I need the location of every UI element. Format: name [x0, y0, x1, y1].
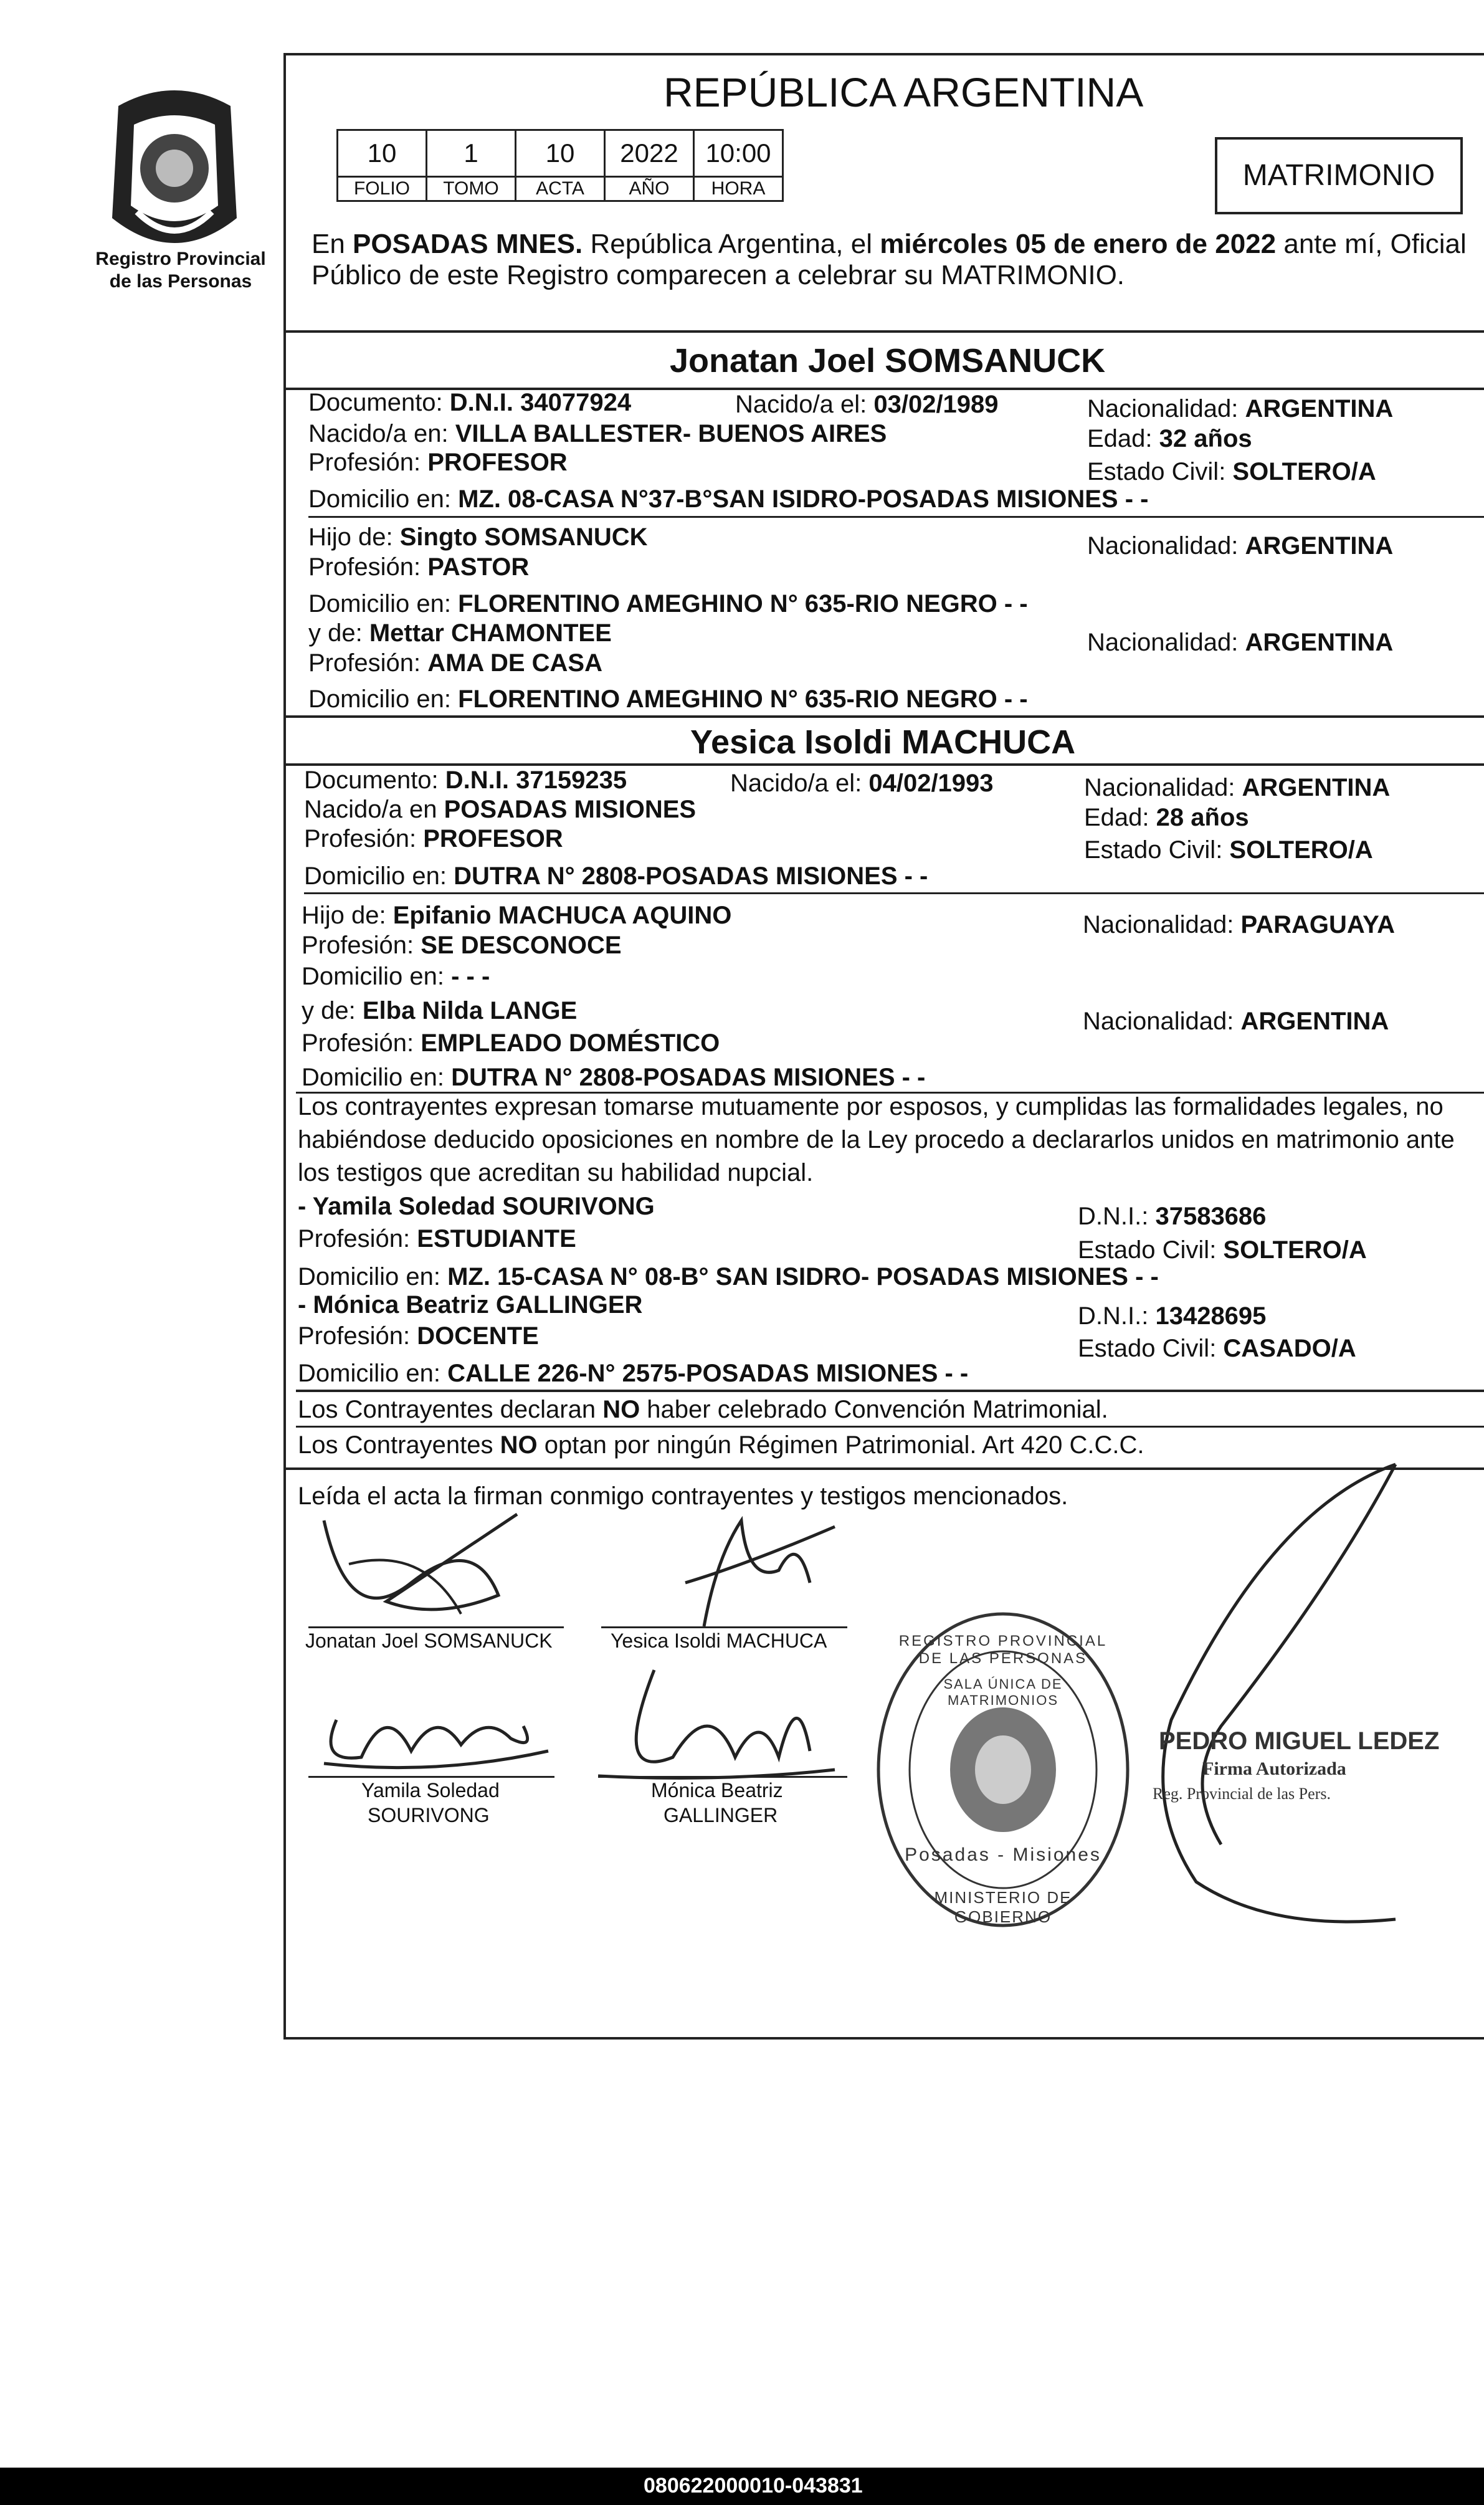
spouse2-nacido-en: Nacido/a en POSADAS MISIONES [304, 796, 697, 823]
folio-value: 10 [338, 130, 427, 177]
signature-line [308, 1776, 554, 1778]
witness1-name: - Yamila Soledad SOURIVONG [298, 1193, 655, 1220]
stamp-inner-text: SALA ÚNICA DE MATRIMONIOS [943, 1676, 1063, 1708]
witness1-profesion: Profesión: ESTUDIANTE [298, 1225, 576, 1252]
act-type-badge: MATRIMONIO [1215, 137, 1463, 214]
spouse2-padre: Hijo de: Epifanio MACHUCA AQUINO [302, 902, 732, 929]
convention-line2: Los Contrayentes NO optan por ningún Régimen Patrimonial. Art 420 C.C.C. [298, 1431, 1144, 1459]
signature-monica-icon [598, 1658, 847, 1788]
spouse2-madre-profesion: Profesión: EMPLEADO DOMÉSTICO [302, 1029, 720, 1057]
divider [304, 892, 1484, 894]
spouse2-padre-profesion: Profesión: SE DESCONOCE [302, 932, 622, 959]
hora-value: 10:00 [694, 130, 783, 177]
witness1-domicilio: Domicilio en: MZ. 15-CASA N° 08-B° SAN ISIDRO- POSADAS MISIONES - - [298, 1263, 1159, 1291]
signature-label-monica-2: GALLINGER [664, 1804, 778, 1826]
intro-line1: En POSADAS MNES. República Argentina, el miércoles 05 de enero de 2022 ante mí, Oficial [312, 229, 1467, 259]
anio-value: 2022 [605, 130, 694, 177]
spouse1-profesion: Profesión: PROFESOR [308, 449, 568, 476]
divider [283, 715, 1484, 718]
divider [283, 330, 1484, 333]
witness1-estado-civil: Estado Civil: SOLTERO/A [1078, 1236, 1367, 1264]
spouse1-padre-nacionalidad: Nacionalidad: ARGENTINA [1087, 532, 1394, 560]
spouse2-padre-nacionalidad: Nacionalidad: PARAGUAYA [1083, 911, 1395, 938]
signature-line [601, 1626, 847, 1628]
official-title: Firma Autorizada [1202, 1758, 1346, 1779]
registry-name-line1: Registro Provincial [95, 249, 266, 269]
hora-label: HORA [694, 177, 783, 201]
witness2-domicilio: Domicilio en: CALLE 226-N° 2575-POSADAS MISIONES - - [298, 1360, 969, 1387]
spouse1-estado-civil: Estado Civil: SOLTERO/A [1087, 458, 1376, 485]
spouse2-madre-domicilio: Domicilio en: DUTRA N° 2808-POSADAS MISIONES - - [302, 1064, 926, 1091]
anio-label: AÑO [605, 177, 694, 201]
acta-value: 10 [516, 130, 605, 177]
signature-label-monica-1: Mónica Beatriz [651, 1779, 783, 1801]
spouse2-edad: Edad: 28 años [1084, 804, 1249, 831]
spouse2-padre-domicilio: Domicilio en: - - - [302, 963, 490, 990]
page-title: REPÚBLICA ARGENTINA [664, 69, 1144, 115]
witness2-estado-civil: Estado Civil: CASADO/A [1078, 1335, 1356, 1362]
declaration-line2: habiéndose deducido oposiciones en nombre de la Ley procedo a declararlos unidos en matrimonio ante [298, 1126, 1455, 1153]
spouse1-documento: Documento: D.N.I. 34077924 [308, 389, 632, 416]
witness2-dni: D.N.I.: 13428695 [1078, 1302, 1267, 1330]
spouse2-name: Yesica Isoldi MACHUCA [690, 723, 1076, 761]
official-name: PEDRO MIGUEL LEDEZ [1159, 1727, 1440, 1755]
spouse1-padre-domicilio: Domicilio en: FLORENTINO AMEGHINO N° 635-RIO NEGRO - - [308, 590, 1028, 618]
signature-label-jonatan: Jonatan Joel SOMSANUCK [305, 1629, 553, 1652]
signature-line [598, 1776, 847, 1778]
signature-yamila-icon [312, 1689, 561, 1782]
witness2-name: - Mónica Beatriz GALLINGER [298, 1291, 643, 1319]
declaration-line3: los testigos que acreditan su habilidad nupcial. [298, 1159, 814, 1186]
stamp-city-text: Posadas - Misiones [905, 1844, 1101, 1865]
intro-line2: Público de este Registro comparecen a celebrar su MATRIMONIO. [312, 260, 1125, 290]
spouse1-madre-domicilio: Domicilio en: FLORENTINO AMEGHINO N° 635-RIO NEGRO - - [308, 685, 1028, 713]
stamp-outer-text: REGISTRO PROVINCIAL DE LAS PERSONAS [898, 1633, 1108, 1667]
spouse2-documento: Documento: D.N.I. 37159235 [304, 766, 627, 794]
witness2-profesion: Profesión: DOCENTE [298, 1322, 539, 1350]
spouse2-domicilio: Domicilio en: DUTRA N° 2808-POSADAS MISIONES - - [304, 862, 928, 890]
signature-yesica-icon [623, 1508, 847, 1633]
spouse1-padre: Hijo de: Singto SOMSANUCK [308, 523, 648, 551]
spouse2-nacido-el: Nacido/a el: 04/02/1993 [730, 770, 994, 797]
signature-label-yamila-2: SOURIVONG [368, 1804, 490, 1826]
spouse1-madre: y de: Mettar CHAMONTEE [308, 619, 612, 647]
declaration-line1: Los contrayentes expresan tomarse mutuamente por esposos, y cumplidas las formalidades legales, no [298, 1093, 1444, 1120]
folio-label: FOLIO [338, 177, 427, 201]
document-code: 080622000010-043831 [644, 2474, 863, 2498]
spouse1-name: Jonatan Joel SOMSANUCK [670, 342, 1106, 379]
stamp-bottom-text: MINISTERIO DE GOBIERNO [934, 1888, 1072, 1926]
witness1-dni: D.N.I.: 37583686 [1078, 1203, 1267, 1230]
spouse2-madre: y de: Elba Nilda LANGE [302, 997, 578, 1024]
divider [296, 1390, 1484, 1392]
spouse2-estado-civil: Estado Civil: SOLTERO/A [1084, 836, 1373, 864]
spouse1-edad: Edad: 32 años [1087, 425, 1252, 452]
spouse2-profesion: Profesión: PROFESOR [304, 825, 563, 852]
tomo-label: TOMO [427, 177, 516, 201]
registry-name-line2: de las Personas [109, 271, 252, 292]
spouse2-madre-nacionalidad: Nacionalidad: ARGENTINA [1083, 1008, 1389, 1035]
tomo-value: 1 [427, 130, 516, 177]
signature-label-yesica: Yesica Isoldi MACHUCA [611, 1629, 827, 1652]
spouse2-nacionalidad: Nacionalidad: ARGENTINA [1084, 774, 1391, 801]
signature-line [308, 1626, 564, 1628]
spouse1-madre-profesion: Profesión: AMA DE CASA [308, 649, 602, 677]
official-signature-icon [1146, 1458, 1408, 1944]
spouse1-nacido-en: Nacido/a en: VILLA BALLESTER- BUENOS AIRES [308, 420, 887, 447]
signature-jonatan-icon [312, 1508, 573, 1633]
spouse1-padre-profesion: Profesión: PASTOR [308, 553, 530, 581]
convention-line1: Los Contrayentes declaran NO haber celebrado Convención Matrimonial. [298, 1396, 1108, 1423]
spouse1-nacionalidad: Nacionalidad: ARGENTINA [1087, 395, 1394, 422]
spouse1-nacido-el: Nacido/a el: 03/02/1989 [735, 391, 999, 418]
divider [296, 1426, 1484, 1428]
signature-label-yamila-1: Yamila Soledad [361, 1779, 500, 1801]
record-meta-table [336, 129, 784, 202]
provincial-seal-icon [100, 81, 249, 268]
footer-bar [0, 2468, 1484, 2505]
divider [308, 516, 1484, 518]
spouse1-madre-nacionalidad: Nacionalidad: ARGENTINA [1087, 629, 1394, 656]
signatures-intro: Leída el acta la firman conmigo contrayentes y testigos mencionados. [298, 1482, 1068, 1510]
official-office: Reg. Provincial de las Pers. [1153, 1785, 1331, 1803]
spouse1-domicilio: Domicilio en: MZ. 08-CASA N°37-B°SAN ISIDRO-POSADAS MISIONES - - [308, 485, 1149, 513]
acta-label: ACTA [516, 177, 605, 201]
